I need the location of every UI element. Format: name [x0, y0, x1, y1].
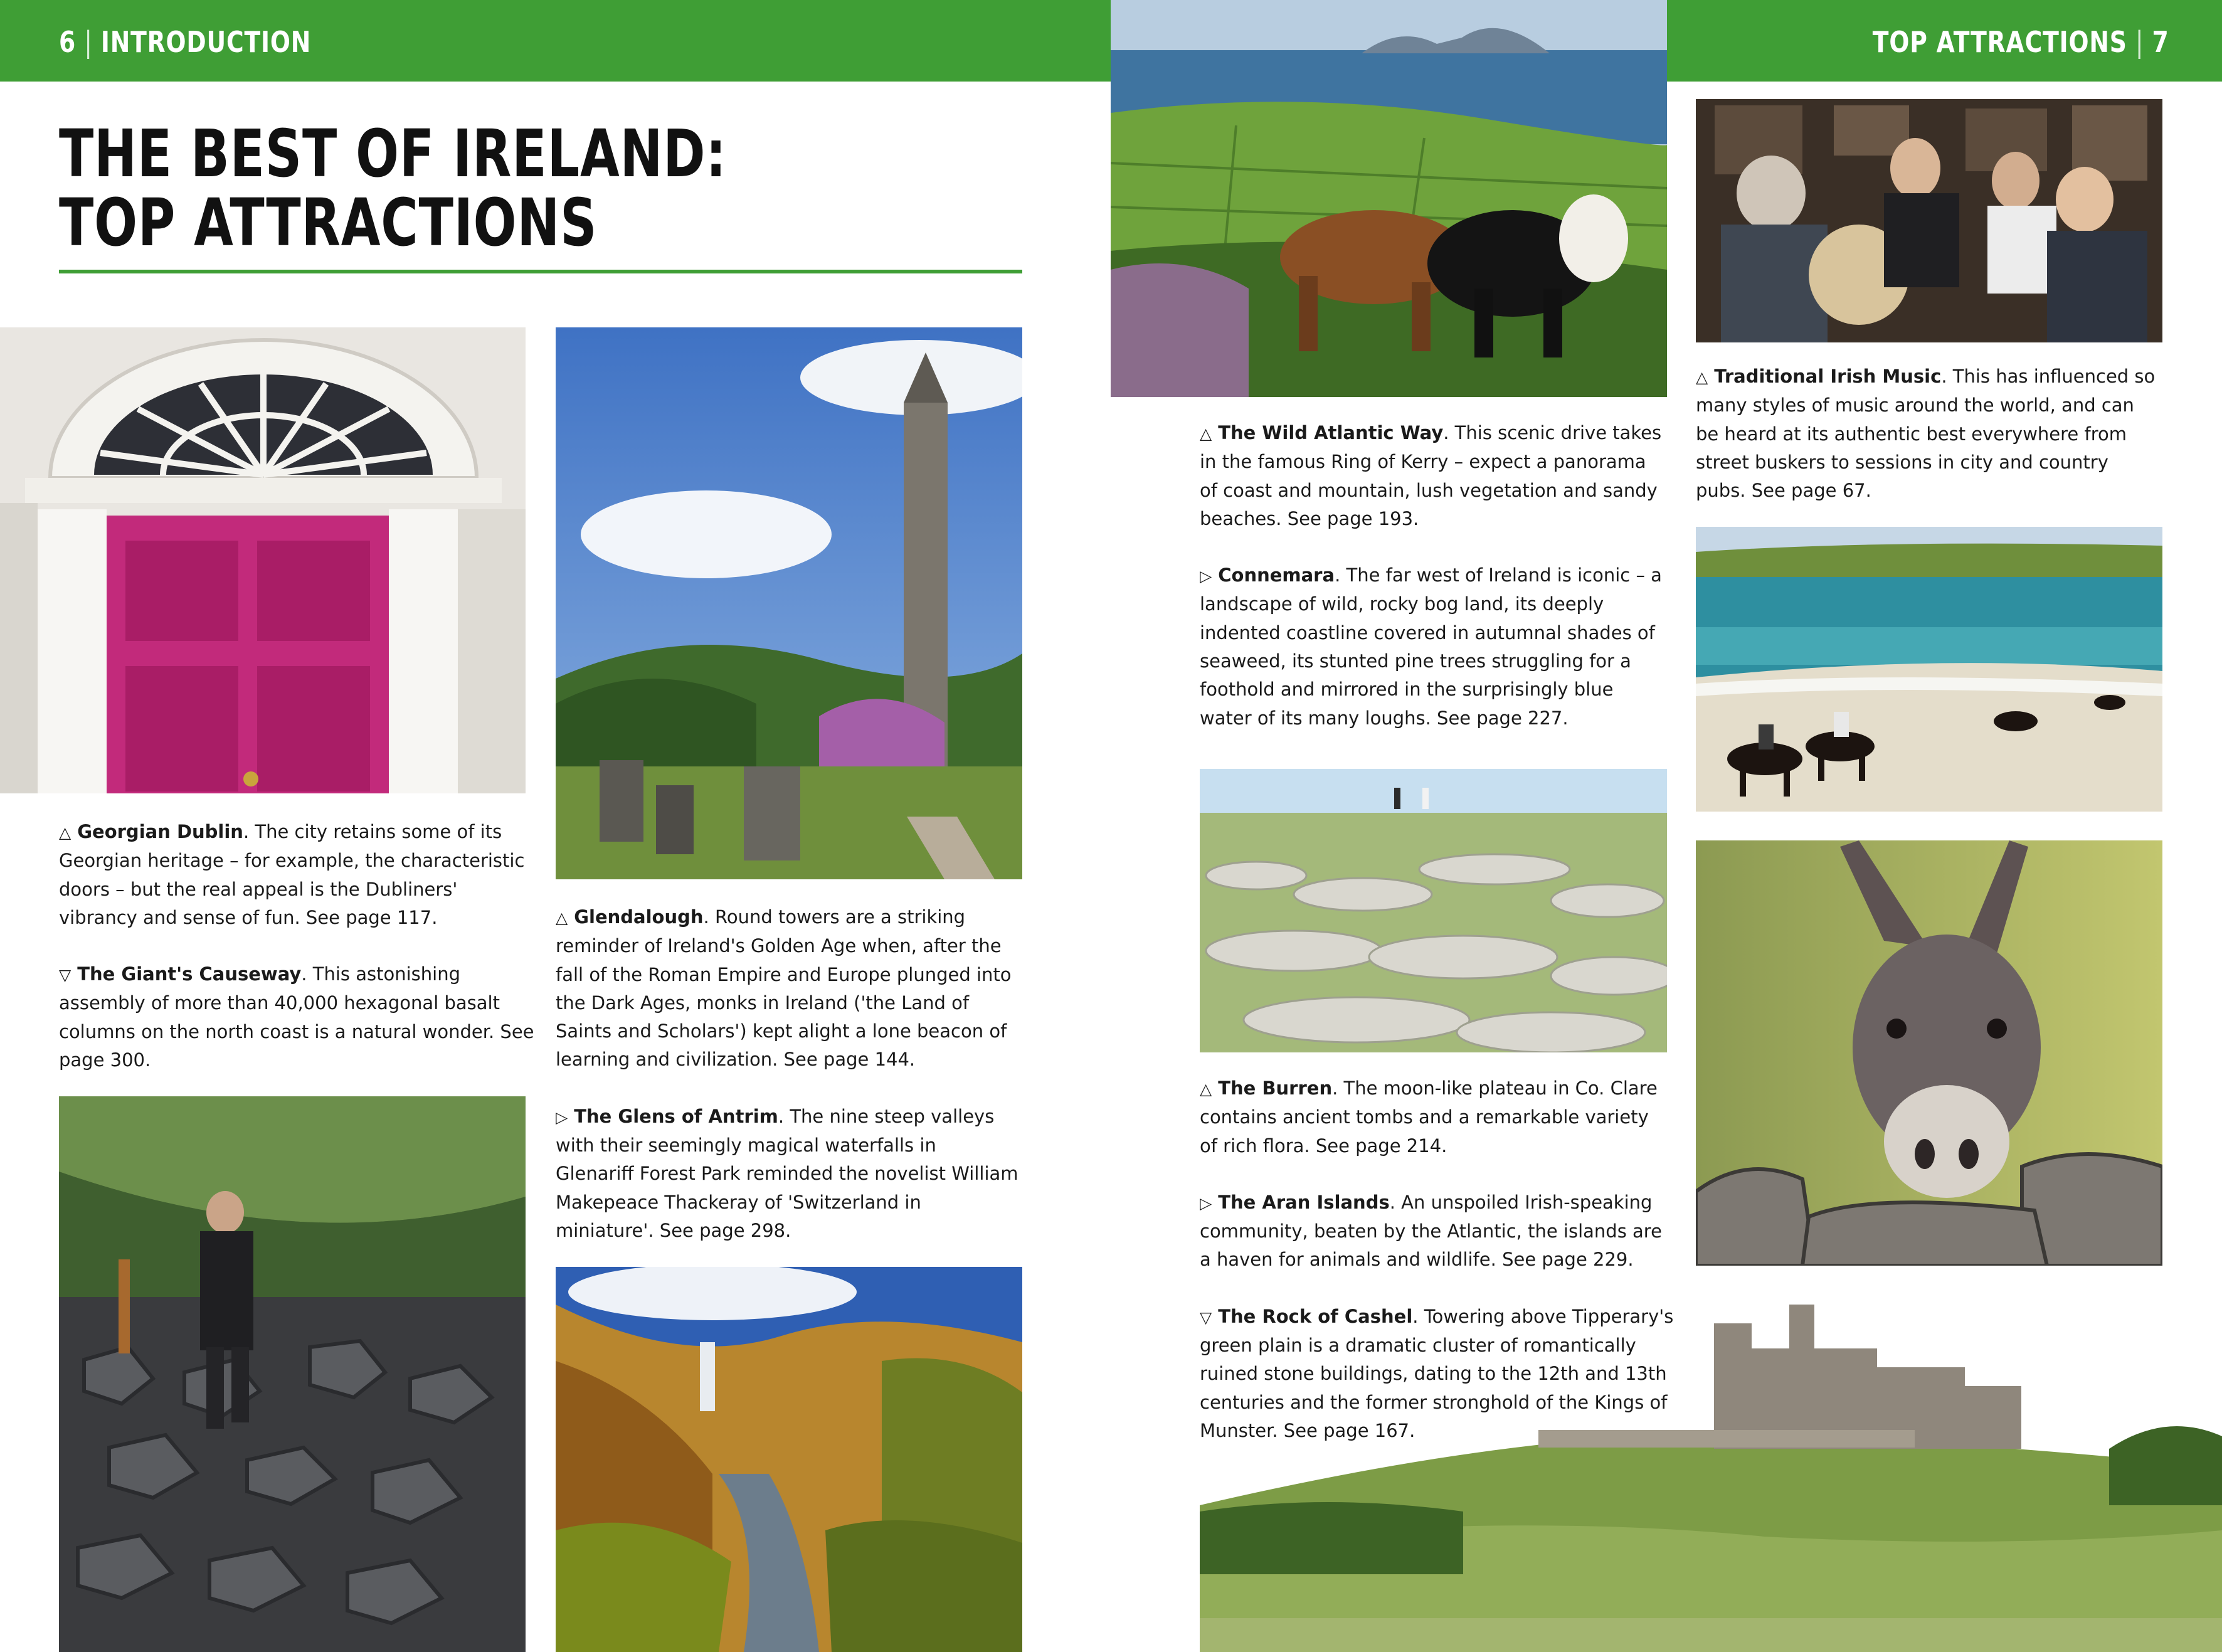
caption-giants-causeway-title: The Giant's Causeway	[77, 963, 302, 985]
caption-glendalough-title: Glendalough	[574, 906, 704, 928]
caption-wild-atlantic-way-title: The Wild Atlantic Way	[1218, 422, 1444, 443]
caption-connemara	[1200, 561, 1667, 733]
photo-wild-atlantic-way	[1111, 0, 1667, 397]
caption-rock-of-cashel-text: . Towering above Tipperary's green plain is a dramatic cluster of romantically ruined stone buildings, dating to the 12th and 13th centuries and the former stronghold of the Kings of Munster. See page 167.	[1200, 1305, 1674, 1441]
left-page-number: 6	[59, 25, 77, 59]
caption-block-right-col2	[1696, 363, 2162, 533]
photo-traditional-irish-music	[1696, 99, 2162, 342]
right-arrow-icon: ▷	[556, 1108, 568, 1126]
caption-burren-title: The Burren	[1218, 1078, 1333, 1099]
caption-aran-islands-text: . An unspoiled Irish-speaking community, beaten by the Atlantic, the islands are a haven for animals and wildlife. See page 229.	[1200, 1191, 1662, 1271]
photo-aran-islands	[1696, 840, 2162, 1266]
photo-connemara	[1696, 527, 2162, 812]
right-arrow-icon: ▷	[1200, 1194, 1212, 1212]
caption-georgian-dublin	[59, 818, 536, 932]
left-running-header: 6 | INTRODUCTION	[59, 25, 312, 59]
photo-georgian-door	[0, 327, 526, 793]
caption-rock-of-cashel-title: The Rock of Cashel	[1218, 1305, 1413, 1327]
caption-rock-of-cashel	[1200, 1303, 1676, 1445]
down-arrow-icon: ▽	[59, 966, 71, 985]
caption-traditional-irish-music-title: Traditional Irish Music	[1714, 366, 1942, 387]
caption-block-right-col1-bottom	[1200, 1074, 1674, 1473]
up-arrow-icon: △	[556, 909, 568, 927]
caption-glendalough	[556, 903, 1020, 1074]
down-arrow-icon: ▽	[1200, 1308, 1212, 1326]
caption-traditional-irish-music-text: . This has influenced so many styles of music around the world, and can be heard at its authentic best everywhere from street buskers to sessions in city and country pubs. See page 67.	[1696, 366, 2156, 502]
up-arrow-icon: △	[59, 823, 71, 842]
caption-wild-atlantic-way-text: . This scenic drive takes in the famous Ring of Kerry – expect a panorama of coast and mountain, lush vegetation and sandy beaches. See page 193.	[1200, 422, 1662, 529]
up-arrow-icon: △	[1200, 1080, 1212, 1098]
caption-connemara-text: . The far west of Ireland is iconic – a landscape of wild, rocky bog land, its deeply indented coastline covered in autumnal shades of seaweed, its stunted pine trees struggling for a foothold and mirrored in the surprisingly blue water of its many loughs. See page 227.	[1200, 564, 1662, 729]
caption-glendalough-text: . Round towers are a striking reminder of Ireland's Golden Age when, after the fall of the Roman Empire and Europe plunged into the Dark Ages, monks in Ireland ('the Land of Saints and Scholars') kept alight a lone beacon of learning and civilization. See page 144.	[556, 906, 1012, 1071]
right-section-title: TOP ATTRACTIONS	[1873, 25, 2128, 59]
caption-block-right-col1-top	[1200, 419, 1667, 761]
left-section-title: INTRODUCTION	[100, 25, 312, 59]
caption-traditional-irish-music	[1696, 363, 2162, 505]
right-page-number: 7	[2152, 25, 2169, 59]
up-arrow-icon: △	[1696, 368, 1708, 386]
caption-block-left-col1	[59, 818, 536, 1103]
page-title	[59, 115, 727, 261]
caption-georgian-dublin-title: Georgian Dublin	[77, 821, 243, 842]
caption-aran-islands	[1200, 1189, 1667, 1274]
caption-glens-of-antrim-text: . The nine steep valleys with their seemingly magical waterfalls in Glenariff Forest Park reminded the novelist William Makepeace Thackeray of 'Switzerland in miniature'. See page 298.	[556, 1105, 1018, 1241]
caption-glens-of-antrim-title: The Glens of Antrim	[574, 1105, 778, 1127]
photo-burren	[1200, 769, 1667, 1052]
caption-wild-atlantic-way	[1200, 419, 1667, 533]
right-arrow-icon: ▷	[1200, 567, 1212, 586]
caption-burren	[1200, 1074, 1667, 1160]
caption-giants-causeway-text: . This astonishing assembly of more than 40,000 hexagonal basalt columns on the north coast is a natural wonder. See page 300.	[59, 963, 534, 1071]
photo-glens-of-antrim	[556, 1267, 1022, 1652]
caption-glens-of-antrim	[556, 1103, 1020, 1245]
up-arrow-icon: △	[1200, 425, 1212, 443]
right-running-header: TOP ATTRACTIONS | 7	[1873, 25, 2169, 59]
photo-glendalough	[556, 327, 1022, 879]
caption-connemara-title: Connemara	[1218, 564, 1335, 586]
caption-aran-islands-title: The Aran Islands	[1218, 1191, 1390, 1213]
photo-giants-causeway	[59, 1096, 526, 1652]
page-title-line2: TOP ATTRACTIONS	[59, 184, 598, 261]
caption-georgian-dublin-text: . The city retains some of its Georgian heritage – for example, the characteristic doors – but the real appeal is the Dubliners' vibrancy and sense of fun. See page 117.	[59, 821, 525, 928]
caption-block-left-col2	[556, 903, 1020, 1273]
caption-giants-causeway	[59, 960, 536, 1074]
page-title-line1: THE BEST OF IRELAND:	[59, 115, 727, 192]
caption-burren-text: . The moon-like plateau in Co. Clare contains ancient tombs and a remarkable variety of rich flora. See page 214.	[1200, 1078, 1658, 1157]
title-underline	[59, 270, 1022, 273]
